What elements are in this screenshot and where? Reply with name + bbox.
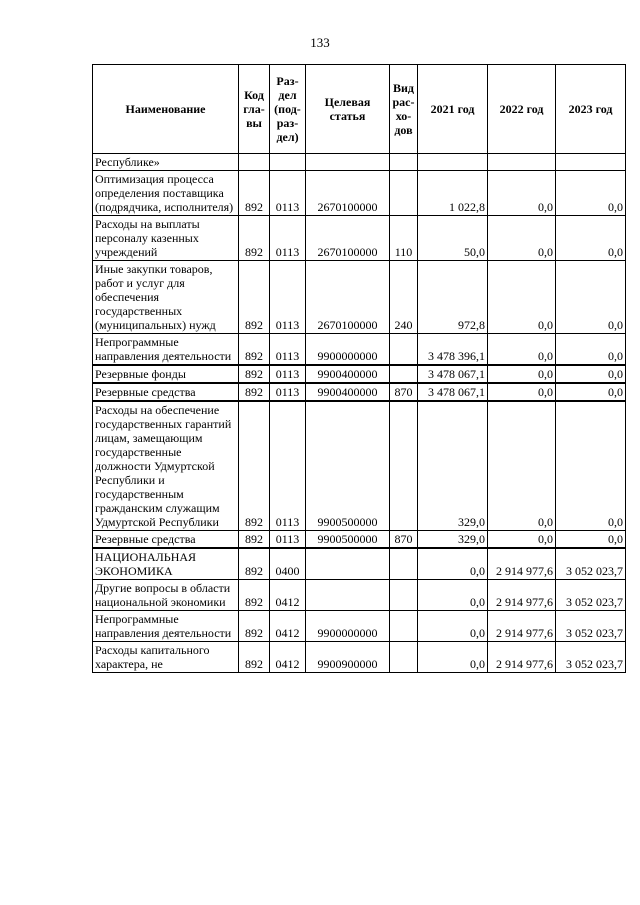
- row-target: 2670100000: [306, 261, 390, 334]
- table-row: [93, 383, 626, 401]
- row-section: 0412: [270, 580, 306, 611]
- row-2023: 0,0: [556, 216, 626, 261]
- header-2023: 2023 год: [556, 65, 626, 154]
- row-target: [306, 580, 390, 611]
- table-row: [93, 171, 626, 216]
- row-target: 9900500000: [306, 401, 390, 531]
- row-2021: 3 478 067,1: [418, 383, 488, 401]
- row-2022: 0,0: [488, 383, 556, 401]
- row-name: Расходы капитального характера, не: [93, 642, 239, 673]
- row-section: 0412: [270, 642, 306, 673]
- row-2021: 329,0: [418, 531, 488, 549]
- row-section: 0412: [270, 611, 306, 642]
- row-section: 0113: [270, 171, 306, 216]
- row-code: 892: [239, 365, 270, 383]
- table-row: [93, 611, 626, 642]
- row-2022: 2 914 977,6: [488, 642, 556, 673]
- row-target: [306, 154, 390, 171]
- header-type: Вид рас- хо- дов: [390, 65, 418, 154]
- row-2022: 0,0: [488, 261, 556, 334]
- row-name: Непрограммные направления деятельности: [93, 334, 239, 366]
- row-2023: 3 052 023,7: [556, 642, 626, 673]
- row-2023: 3 052 023,7: [556, 611, 626, 642]
- header-2021: 2021 год: [418, 65, 488, 154]
- row-code: 892: [239, 531, 270, 549]
- row-target: 9900000000: [306, 334, 390, 366]
- row-section: 0113: [270, 365, 306, 383]
- row-target: 2670100000: [306, 216, 390, 261]
- row-section: 0113: [270, 531, 306, 549]
- header-section: Раз- дел (под- раз- дел): [270, 65, 306, 154]
- row-type: [390, 171, 418, 216]
- row-type: 240: [390, 261, 418, 334]
- table-row: [93, 580, 626, 611]
- header-2022: 2022 год: [488, 65, 556, 154]
- row-2021: 3 478 396,1: [418, 334, 488, 366]
- table-row: [93, 154, 626, 171]
- page-number: 133: [310, 35, 330, 50]
- row-2022: 0,0: [488, 401, 556, 531]
- row-code: 892: [239, 642, 270, 673]
- row-2022: 0,0: [488, 216, 556, 261]
- row-type: [390, 642, 418, 673]
- row-2023: 0,0: [556, 365, 626, 383]
- row-2023: 0,0: [556, 334, 626, 366]
- row-type: [390, 334, 418, 366]
- row-name: Оптимизация процесса определения поставщика (подрядчика, исполнителя): [93, 171, 239, 216]
- row-section: 0400: [270, 548, 306, 580]
- row-2023: 3 052 023,7: [556, 580, 626, 611]
- row-type: [390, 365, 418, 383]
- row-2023: 0,0: [556, 171, 626, 216]
- row-2022: 0,0: [488, 365, 556, 383]
- row-2022: 2 914 977,6: [488, 548, 556, 580]
- row-code: 892: [239, 261, 270, 334]
- table-row: [93, 334, 626, 366]
- row-target: 9900900000: [306, 642, 390, 673]
- row-2021: 1 022,8: [418, 171, 488, 216]
- row-2023: 3 052 023,7: [556, 548, 626, 580]
- row-code: [239, 154, 270, 171]
- table-row: [93, 642, 626, 673]
- row-2023: 0,0: [556, 383, 626, 401]
- row-section: 0113: [270, 383, 306, 401]
- row-2022: [488, 154, 556, 171]
- row-type: [390, 611, 418, 642]
- row-2021: 0,0: [418, 611, 488, 642]
- row-2021: 0,0: [418, 580, 488, 611]
- row-section: 0113: [270, 261, 306, 334]
- row-type: [390, 154, 418, 171]
- row-target: [306, 548, 390, 580]
- row-name: Резервные средства: [93, 531, 239, 549]
- table-row: [93, 548, 626, 580]
- row-target: 9900000000: [306, 611, 390, 642]
- row-2021: 50,0: [418, 216, 488, 261]
- row-target: 9900400000: [306, 365, 390, 383]
- row-2021: 329,0: [418, 401, 488, 531]
- row-2021: 0,0: [418, 548, 488, 580]
- row-2023: 0,0: [556, 531, 626, 549]
- row-2021: [418, 154, 488, 171]
- table-row: [93, 261, 626, 334]
- row-name: Расходы на обеспечение государственных гарантий лицам, замещающим государственные должности Удмуртской Республики и государственным гражданским служащим Удмуртской Республики: [93, 401, 239, 531]
- row-name: Резервные фонды: [93, 365, 239, 383]
- row-2021: 972,8: [418, 261, 488, 334]
- table-row: [93, 531, 626, 549]
- budget-table: [92, 64, 626, 673]
- row-2022: 0,0: [488, 334, 556, 366]
- table-header: [93, 65, 626, 154]
- row-code: 892: [239, 334, 270, 366]
- row-code: 892: [239, 401, 270, 531]
- row-name: Непрограммные направления деятельности: [93, 611, 239, 642]
- header-name: Наименование: [93, 65, 239, 154]
- row-target: 2670100000: [306, 171, 390, 216]
- table-row: [93, 216, 626, 261]
- row-2022: 0,0: [488, 171, 556, 216]
- row-code: 892: [239, 171, 270, 216]
- row-type: 870: [390, 531, 418, 549]
- header-code: Код гла- вы: [239, 65, 270, 154]
- row-target: 9900400000: [306, 383, 390, 401]
- row-section: 0113: [270, 401, 306, 531]
- row-name: Иные закупки товаров, работ и услуг для обеспечения государственных (муниципальных) нужд: [93, 261, 239, 334]
- table-row: [93, 365, 626, 383]
- row-section: 0113: [270, 334, 306, 366]
- row-code: 892: [239, 216, 270, 261]
- row-type: [390, 548, 418, 580]
- table-body: [93, 154, 626, 673]
- row-type: [390, 580, 418, 611]
- header-target: Целевая статья: [306, 65, 390, 154]
- row-code: 892: [239, 580, 270, 611]
- row-section: 0113: [270, 216, 306, 261]
- row-2023: [556, 154, 626, 171]
- row-code: 892: [239, 548, 270, 580]
- table-row: [93, 401, 626, 531]
- row-2021: 0,0: [418, 642, 488, 673]
- row-name: Расходы на выплаты персоналу казенных учреждений: [93, 216, 239, 261]
- row-type: [390, 401, 418, 531]
- row-type: 870: [390, 383, 418, 401]
- row-2022: 0,0: [488, 531, 556, 549]
- row-type: 110: [390, 216, 418, 261]
- row-code: 892: [239, 383, 270, 401]
- row-2023: 0,0: [556, 261, 626, 334]
- row-section: [270, 154, 306, 171]
- row-code: 892: [239, 611, 270, 642]
- row-name: Республике»: [93, 154, 239, 171]
- row-name: Резервные средства: [93, 383, 239, 401]
- row-2023: 0,0: [556, 401, 626, 531]
- row-2022: 2 914 977,6: [488, 580, 556, 611]
- row-target: 9900500000: [306, 531, 390, 549]
- row-2021: 3 478 067,1: [418, 365, 488, 383]
- row-2022: 2 914 977,6: [488, 611, 556, 642]
- row-name: Другие вопросы в области национальной экономики: [93, 580, 239, 611]
- row-name: НАЦИОНАЛЬНАЯ ЭКОНОМИКА: [93, 548, 239, 580]
